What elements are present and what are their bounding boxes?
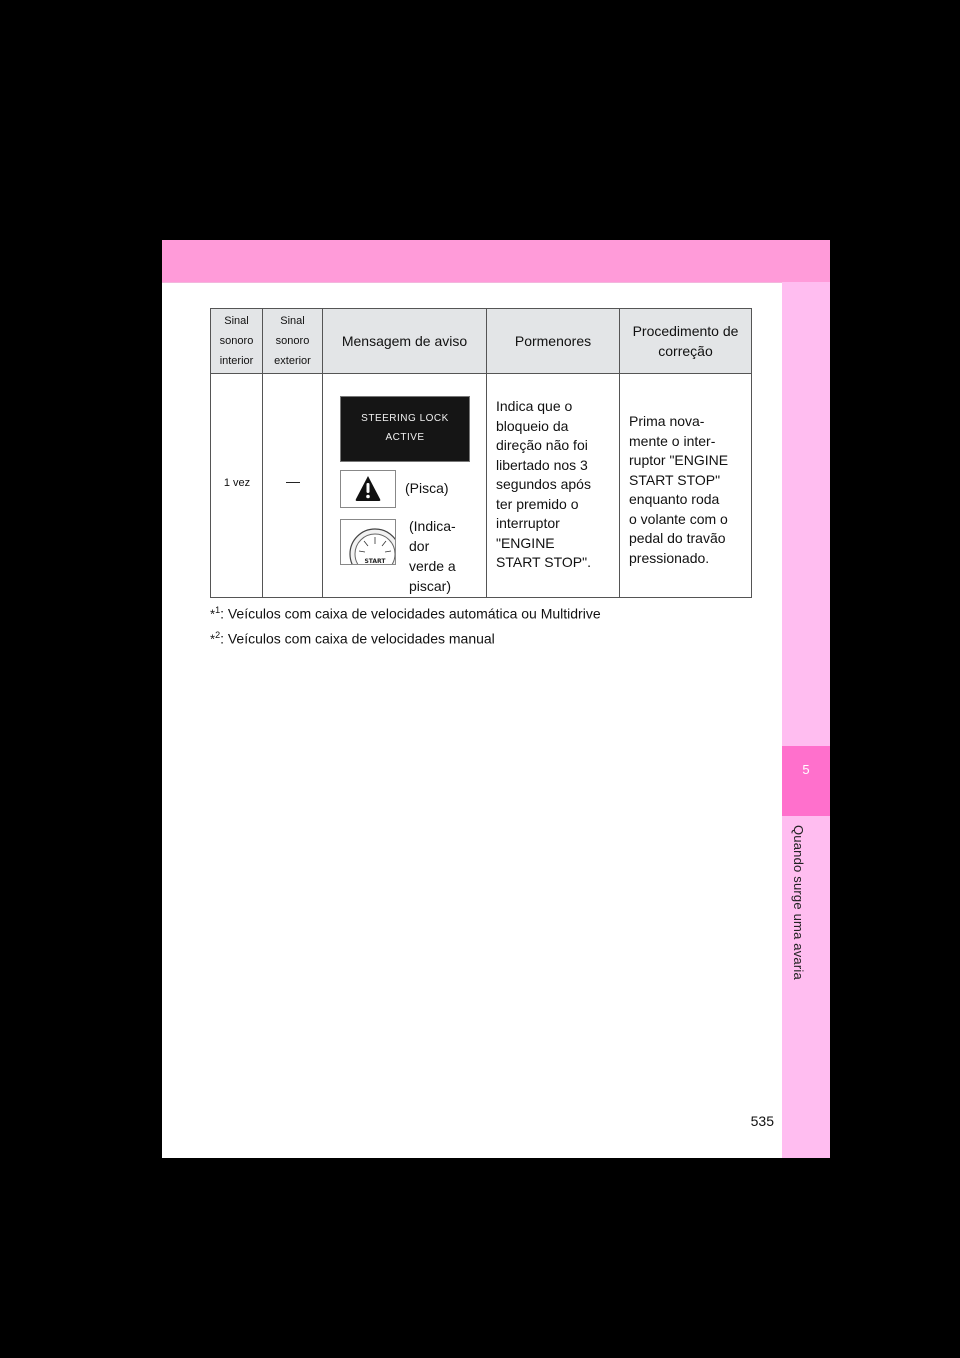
display-line-2: ACTIVE xyxy=(385,432,425,443)
warning-blink-note: (Pisca) xyxy=(405,480,449,496)
indicator-note: (Indica- dor verde a piscar) xyxy=(409,518,456,594)
cell-warning-message xyxy=(323,374,487,598)
cell-interior-buzzer xyxy=(211,374,263,598)
interior-buzzer-value: 1 vez xyxy=(223,477,251,489)
exterior-buzzer-value: — xyxy=(286,473,300,489)
warning-triangle-icon xyxy=(340,470,396,508)
header-procedure: Procedimento de correção xyxy=(620,309,752,374)
chapter-number-box xyxy=(782,746,830,816)
display-line-1: STEERING LOCK xyxy=(361,413,449,424)
footnotes xyxy=(210,600,601,649)
cell-procedure xyxy=(620,374,752,598)
start-stop-button-icon: START STOP xyxy=(340,519,396,565)
steering-lock-display xyxy=(340,396,470,462)
warning-table xyxy=(210,308,752,598)
chapter-title: Quando surge uma avaria xyxy=(791,825,806,980)
page-number: 535 xyxy=(750,1113,774,1129)
chapter-side-tab xyxy=(782,282,830,1158)
footnote-1: *$^1$: Veículos com caixa de velocidades automática ou Multidrive xyxy=(210,605,601,622)
cell-exterior-buzzer xyxy=(263,374,323,598)
table-row xyxy=(211,374,752,598)
button-label-start: START xyxy=(364,558,386,565)
chapter-number: 5 xyxy=(802,762,810,777)
header-details: Pormenores xyxy=(487,309,620,374)
table-header-row xyxy=(211,309,752,374)
header-interior-buzzer: Sinal sonoro interior xyxy=(211,309,263,374)
details-text: Indica que o bloqueio da direção não foi libertado nos 3 segundos após ter premido o interruptor "ENGINE START STOP". xyxy=(496,398,591,570)
procedure-text: Prima nova- mente o inter- ruptor "ENGINE START STOP" enquanto roda o volante com o pedal do travão pressionado. xyxy=(629,413,729,566)
header-warning-message: Mensagem de aviso xyxy=(323,309,487,374)
footnote-2: *$^2$: Veículos com caixa de velocidades manual xyxy=(210,629,495,647)
cell-details xyxy=(487,374,620,598)
header-exterior-buzzer: Sinal sonoro exterior xyxy=(263,309,323,374)
header-band xyxy=(162,240,830,283)
manual-page xyxy=(162,240,830,1158)
